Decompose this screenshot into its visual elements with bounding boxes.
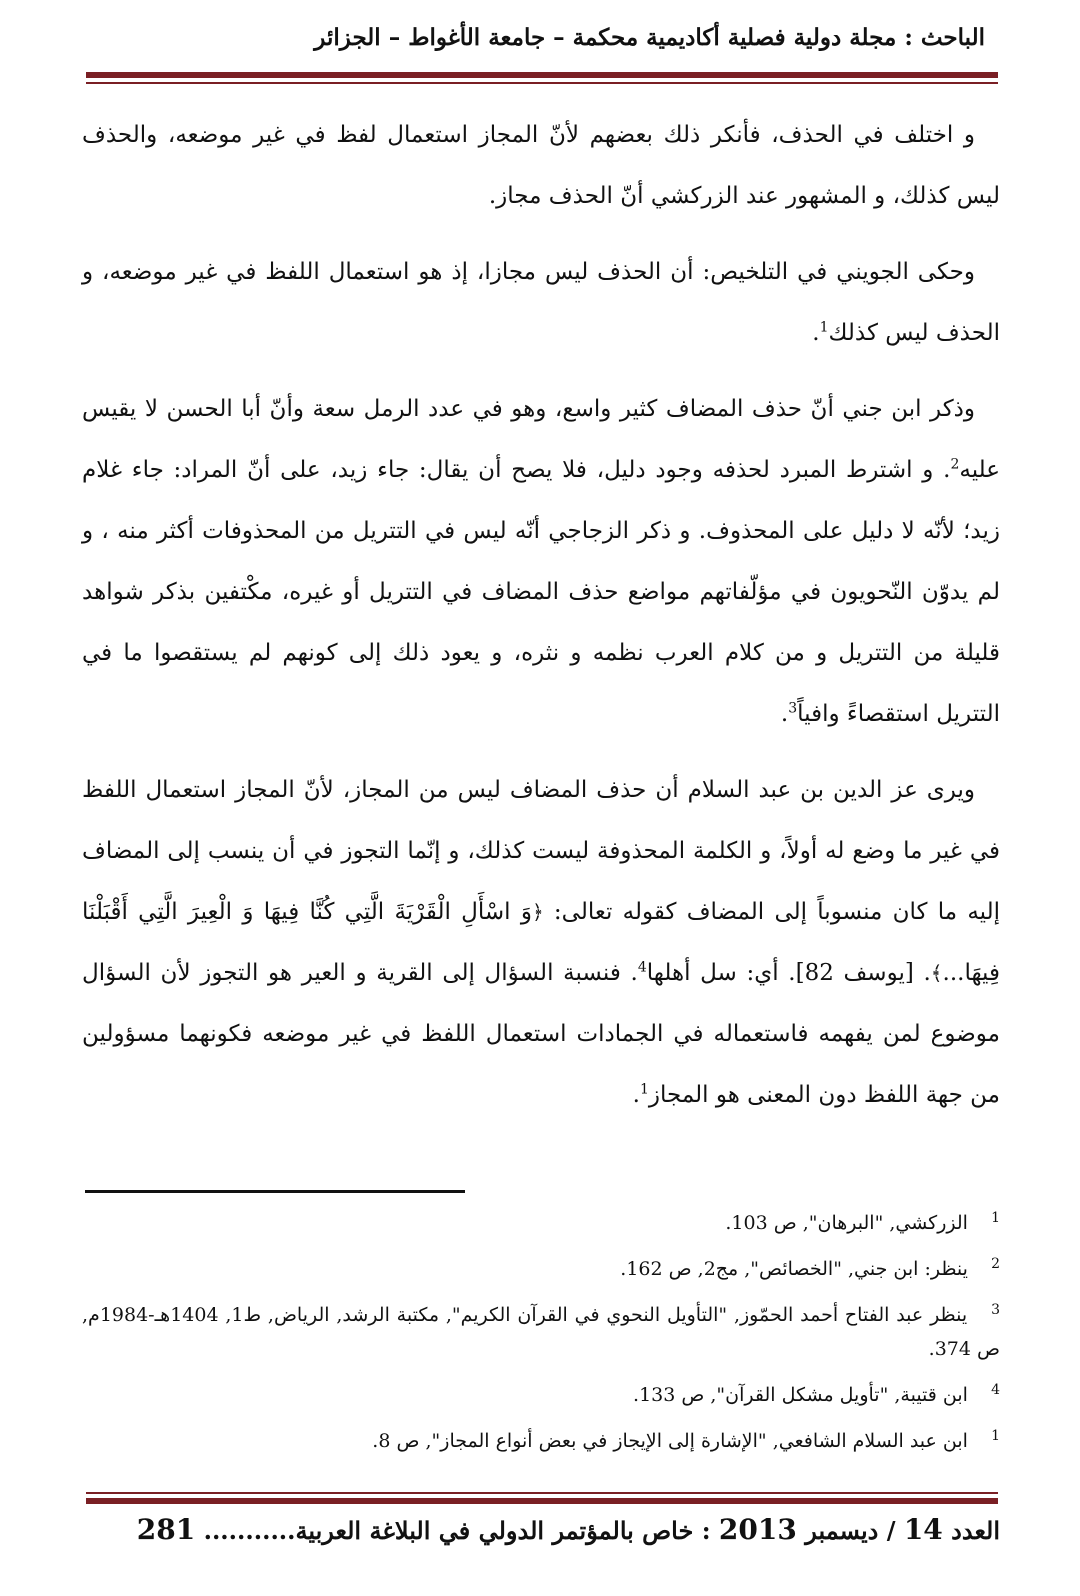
paragraph-2-tail: . xyxy=(812,320,820,346)
running-footer xyxy=(85,1513,1000,1546)
footnote-item: 1 الزركشي, "البرهان", ص 103. xyxy=(725,1209,1000,1234)
quran-open-bracket: ﴿ xyxy=(531,900,544,924)
footer-rule-thin xyxy=(86,1492,998,1494)
footer-separator: / xyxy=(878,1516,904,1545)
footnote-text: ابن قتيبة, "تأويل مشكل القرآن", ص 133. xyxy=(633,1384,968,1406)
paragraph-1-text: و اختلف في الحذف، فأنكر ذلك بعضهم لأنّ المجاز استعمال لفظ في غير موضعه، والحذف ليس كذلك، و المشهور عند الزركشي أنّ الحذف مجاز. xyxy=(82,122,1000,209)
footnote-separator xyxy=(85,1190,465,1193)
footnote-text: الزركشي, "البرهان", ص 103. xyxy=(725,1212,968,1234)
page-number: 281 xyxy=(136,1513,196,1546)
footnote-ref[interactable]: 4 xyxy=(637,959,647,976)
paragraph-3 xyxy=(82,379,1000,745)
footnote-ref[interactable]: 1 xyxy=(819,319,829,336)
footnote-ref[interactable]: 2 xyxy=(950,456,960,473)
paragraph-2 xyxy=(82,242,1000,364)
footnotes xyxy=(82,1206,1000,1470)
paragraph-4-text-b: . فنسبة السؤال إلى القرية و العير هو التجوز لأن السؤال موضوع لمن يفهمه فاستعماله في الجمادات استعمال اللفظ في غير موضعه فكونهما مسؤولين من جهة اللفظ دون المعنى هو المجاز xyxy=(82,960,1000,1108)
footnote-text: ابن عبد السلام الشافعي, "الإشارة إلى الإيجاز في بعض أنواع المجاز", ص 8. xyxy=(372,1430,968,1452)
quran-verse: وَ اسْأَلِ الْقَرْيَةَ الَّتِي كُنَّا فِيهَا وَ الْعِيرَ الَّتِي أَقْبَلْنَا فِيهَا... xyxy=(82,899,1000,986)
paragraph-3-text-a: وذكر ابن جني أنّ حذف المضاف كثير واسع، وهو في عدد الرمل سعة وأنّ أبا الحسن لا يقيس عليه xyxy=(82,396,1000,483)
paragraph-3-text-b: . و اشترط المبرد لحذفه وجود دليل، فلا يصح أن يقال: جاء زيد، على أنّ المراد: جاء غلام زيد؛ لأنّه لا دليل على المحذوف. و ذكر الزجاجي أنّه ليس في التتريل من المحذوفات أكثر منه ، و لم يدوّن النّحويون في مؤلّفاتهم مواضع حذف المضاف في التتريل أو غيره، مكْتفين بذكر شواهد قليلة من التتريل و من كلام العرب نظمه و نثره، و يعود ذلك إلى كونهم لم يستقصوا ما في التتريل استقصاءً وافياً xyxy=(82,457,1000,727)
quran-close-bracket: ﴾ xyxy=(930,961,943,985)
footnote-text: ينظر عبد الفتاح أحمد الحمّوز, "التأويل النحوي في القرآن الكريم", مكتبة الرشد, الرياض, ط1, 1404هـ-1984م, ص 374. xyxy=(82,1304,1000,1360)
header-rule-thick xyxy=(86,72,998,78)
paragraph-4 xyxy=(82,760,1000,1126)
footnote-ref[interactable]: 1 xyxy=(639,1081,649,1098)
paragraph-4-text-a: ويرى عز الدين بن عبد السلام أن حذف المضاف ليس من المجاز، لأنّ المجاز استعمال اللفظ في غير ما وضع له أولاً، و الكلمة المحذوفة ليست كذلك، و إنّما التجوز في أن ينسب إلى المضاف إليه ما كان منسوباً إلى المضاف كقوله تعالى: xyxy=(82,777,1001,925)
footer-month: ديسمبر xyxy=(805,1516,879,1545)
footer-rule-thick xyxy=(86,1498,998,1504)
footnote-item: 2 ينظر: ابن جني, "الخصائص", مج2, ص 162. xyxy=(620,1255,1000,1280)
footer-issue-number: 14 xyxy=(903,1513,943,1546)
quran-citation: . [يوسف 82]. أي: سل أهلها xyxy=(646,960,931,986)
footnote-item: 3 ينظر عبد الفتاح أحمد الحمّوز, "التأويل النحوي في القرآن الكريم", مكتبة الرشد, الرياض, ط1, 1404هـ-1984م, ص 374. xyxy=(82,1301,1000,1360)
paragraph-2-text: وحكى الجويني في التلخيص: أن الحذف ليس مجازا، إذ هو استعمال اللفظ في غير موضعه، و الحذف ليس كذلك xyxy=(82,259,1000,346)
footnote-ref[interactable]: 3 xyxy=(788,700,798,717)
footnote-text: ينظر: ابن جني, "الخصائص", مج2, ص 162. xyxy=(620,1258,968,1280)
paragraph-4-tail: . xyxy=(632,1082,640,1108)
header-rule-thin xyxy=(86,82,998,84)
footer-conference: : خاص بالمؤتمر الدولي في البلاغة العربية........... xyxy=(203,1516,711,1545)
paragraph-3-tail: . xyxy=(780,701,789,727)
footnote-item: 4 ابن قتيبة, "تأويل مشكل القرآن", ص 133. xyxy=(633,1381,1000,1406)
footnote-item: 1 ابن عبد السلام الشافعي, "الإشارة إلى الإيجاز في بعض أنواع المجاز", ص 8. xyxy=(372,1427,1000,1452)
main-text xyxy=(82,105,1000,1126)
paragraph-1 xyxy=(82,105,1000,227)
footer-year: 2013 xyxy=(718,1513,797,1546)
running-header: الباحث : مجلة دولية فصلية أكاديمية محكمة – جامعة الأغواط – الجزائر xyxy=(314,24,985,51)
footer-issue-label: العدد xyxy=(951,1516,1000,1545)
